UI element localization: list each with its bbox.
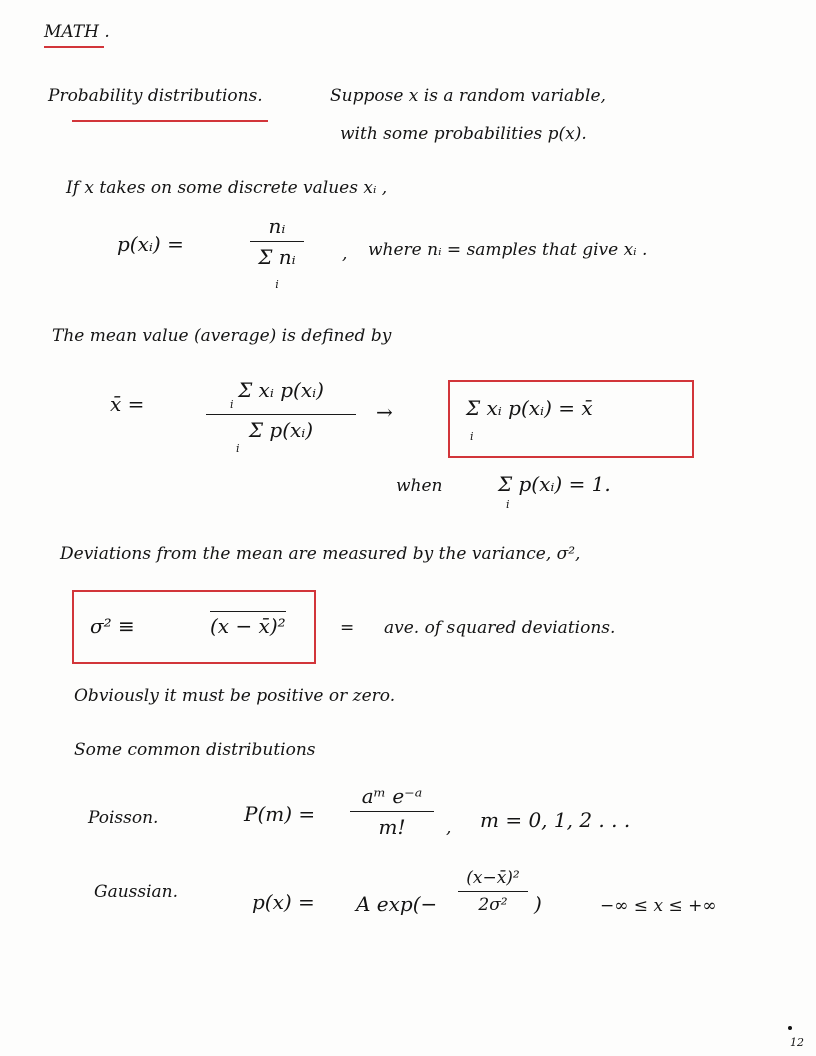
mean-numerator: Σ xᵢ p(xᵢ) [238,378,324,402]
mean-boxed-index: i [470,430,474,443]
discrete-lead: If x takes on some discrete values xᵢ , [66,178,388,198]
common-lead: Some common distributions [74,740,316,760]
poisson-range: m = 0, 1, 2 . . . [480,808,631,832]
poisson-fraction-bar [350,811,434,812]
discrete-lhs: p(xᵢ) = [117,232,184,256]
poisson-label: Poisson. [88,808,159,828]
poisson-fraction [350,784,434,839]
gaussian-range: −∞ ≤ x ≤ +∞ [600,896,717,916]
discrete-numerator: nᵢ [268,214,286,238]
mean-when-expression: Σ p(xᵢ) = 1. [498,472,611,496]
subject-underline [44,46,104,48]
variance-rhs: (x − x̄)² [210,611,286,638]
poisson-numerator: aᵐ e⁻ᵃ [361,784,423,808]
variance-description: ave. of squared deviations. [384,618,616,638]
gaussian-prefix: A exp(− [356,892,438,916]
discrete-where: where nᵢ = samples that give xᵢ . [368,240,648,260]
mean-lead: The mean value (average) is defined by [52,326,392,346]
discrete-den-index: i [275,278,279,291]
mean-boxed-expression: Σ xᵢ p(xᵢ) = x̄ [466,396,593,420]
mean-num-index: i [230,398,234,411]
footer-dot [788,1026,792,1030]
variance-equals: = [340,618,355,638]
mean-when-label: when [396,476,443,496]
gaussian-suffix: ) [534,892,542,916]
mean-denominator: Σ p(xᵢ) [248,418,314,442]
positivity-note: Obviously it must be positive or zero. [74,686,396,706]
mean-lhs: x̄ = [110,392,145,416]
mean-when-index: i [506,498,510,511]
intro-line-1: Suppose x is a random variable, [330,86,606,106]
gaussian-fraction [458,868,528,915]
discrete-fraction-bar [250,241,304,242]
discrete-denominator: Σ nᵢ [258,245,296,269]
gaussian-denominator: 2σ² [478,895,508,915]
subject-title: MATH . [44,22,110,42]
page-number: 12 [790,1036,804,1049]
heading-underline [72,120,268,122]
section-heading: Probability distributions. [48,86,263,106]
discrete-fraction [250,214,304,293]
intro-line-2: with some probabilities p(x). [340,124,587,144]
discrete-comma: , [342,244,348,264]
gaussian-numerator: (x−x̄)² [466,868,520,888]
gaussian-fraction-bar [458,891,528,892]
variance-lhs: σ² ≡ [90,614,135,638]
variance-lead: Deviations from the mean are measured by the variance, σ², [60,544,581,564]
poisson-lhs: P(m) = [244,802,316,826]
variance-rhs-wrap [210,614,286,638]
poisson-comma: , [446,818,452,838]
poisson-denominator: m! [378,815,406,839]
mean-den-index: i [236,442,240,455]
mean-arrow: → [376,400,393,424]
mean-fraction-bar [206,414,356,415]
mean-fraction [206,378,356,455]
gaussian-label: Gaussian. [94,882,179,902]
gaussian-lhs: p(x) = [252,890,315,914]
